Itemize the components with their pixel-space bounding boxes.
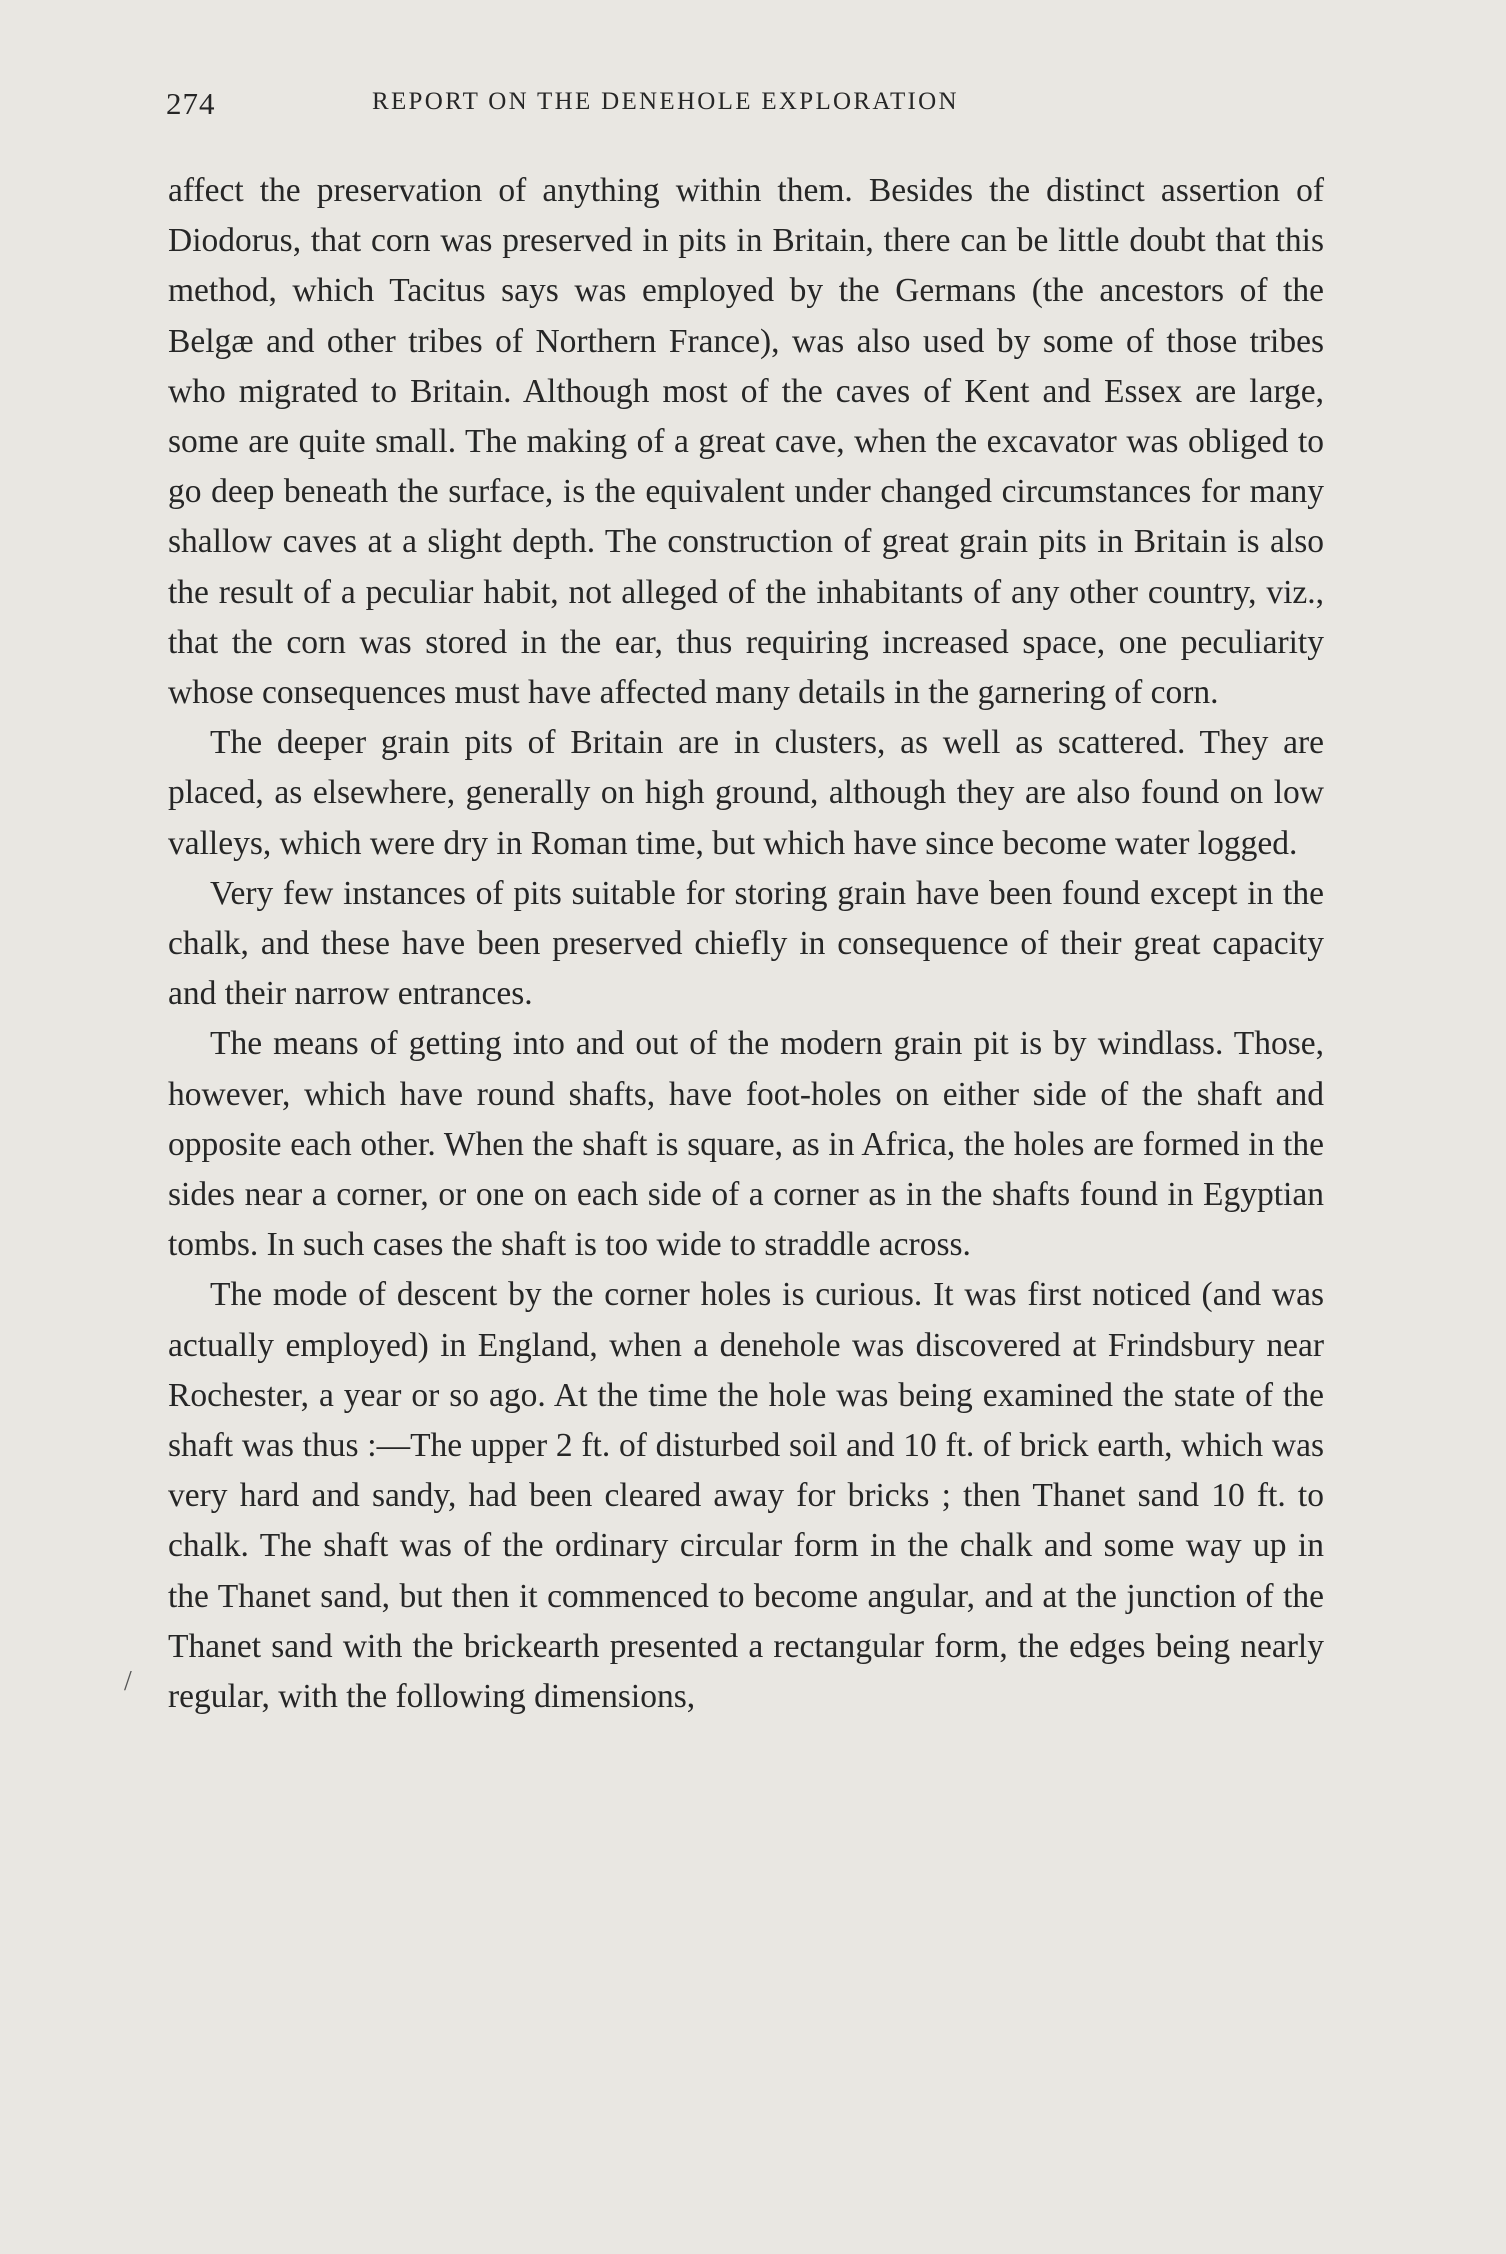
- paragraph-windlass-and-foot-holes: The means of getting into and out of the modern grain pit is by windlass. Those, however, which have round shafts, have foot-holes on either side of the shaft and opposite each other. When the shaft is square, as in Africa, the holes are formed in the sides near a corner, or one on each side of a corner as in the shafts found in Egyptian tombs. In such cases the shaft is too wide to straddle across.: [168, 1025, 1324, 1264]
- paragraph-continued: affect the preservation of anything within them. Besides the distinct assertion of Diodorus, that corn was preserved in pits in Britain, there can be little doubt that this method, which Tacitus says was employed by the Germans (the ancestors of the Belgæ and other tribes of Northern France), was also used by some of those tribes who migrated to Britain. Although most of the caves of Kent and Essex are large, some are quite small. The making of a great cave, when the excavator was obliged to go deep beneath the surface, is the equivalent under changed circumstances for many shallow caves at a slight depth. The construction of great grain pits in Britain is also the result of a peculiar habit, not alleged of the inhabitants of any other country, viz., that the corn was stored in the ear, thus requiring increased space, one peculiarity whose consequences must have affected many details in the garnering of corn.: [168, 172, 1324, 712]
- running-title: REPORT ON THE DENEHOLE EXPLORATION: [372, 88, 959, 115]
- paragraph-mode-of-descent: The mode of descent by the corner holes is curious. It was first noticed (and was actually employed) in England, when a denehole was discovered at Frindsbury near Rochester, a year or so ago. At the time the hole was being examined the state of the shaft was thus :—The upper 2 ft. of disturbed soil and 10 ft. of brick earth, which was very hard and sandy, had been cleared away for bricks ; then Thanet sand 10 ft. to chalk. The shaft was of the ordinary circular form in the chalk and some way up in the Thanet sand, but then it commenced to become angular, and at the junction of the Thanet sand with the brickearth presented a rectangular form, the edges being nearly regular, with the following dimensions,: [168, 1276, 1324, 1716]
- paragraph-grain-pit-clusters: The deeper grain pits of Britain are in clusters, as well as scattered. They are placed, as elsewhere, generally on high ground, although they are also found on low valleys, which were dry in Roman time, but which have since become water logged.: [168, 724, 1324, 862]
- page-number: 274: [166, 86, 216, 121]
- pencil-mark: /: [124, 1666, 132, 1697]
- running-head: [166, 86, 1330, 132]
- body-text: [168, 166, 1324, 1722]
- paragraph-pits-in-chalk: Very few instances of pits suitable for storing grain have been found except in the chalk, and these have been preserved chiefly in consequence of their great capacity and their narrow entrances.: [168, 874, 1324, 1013]
